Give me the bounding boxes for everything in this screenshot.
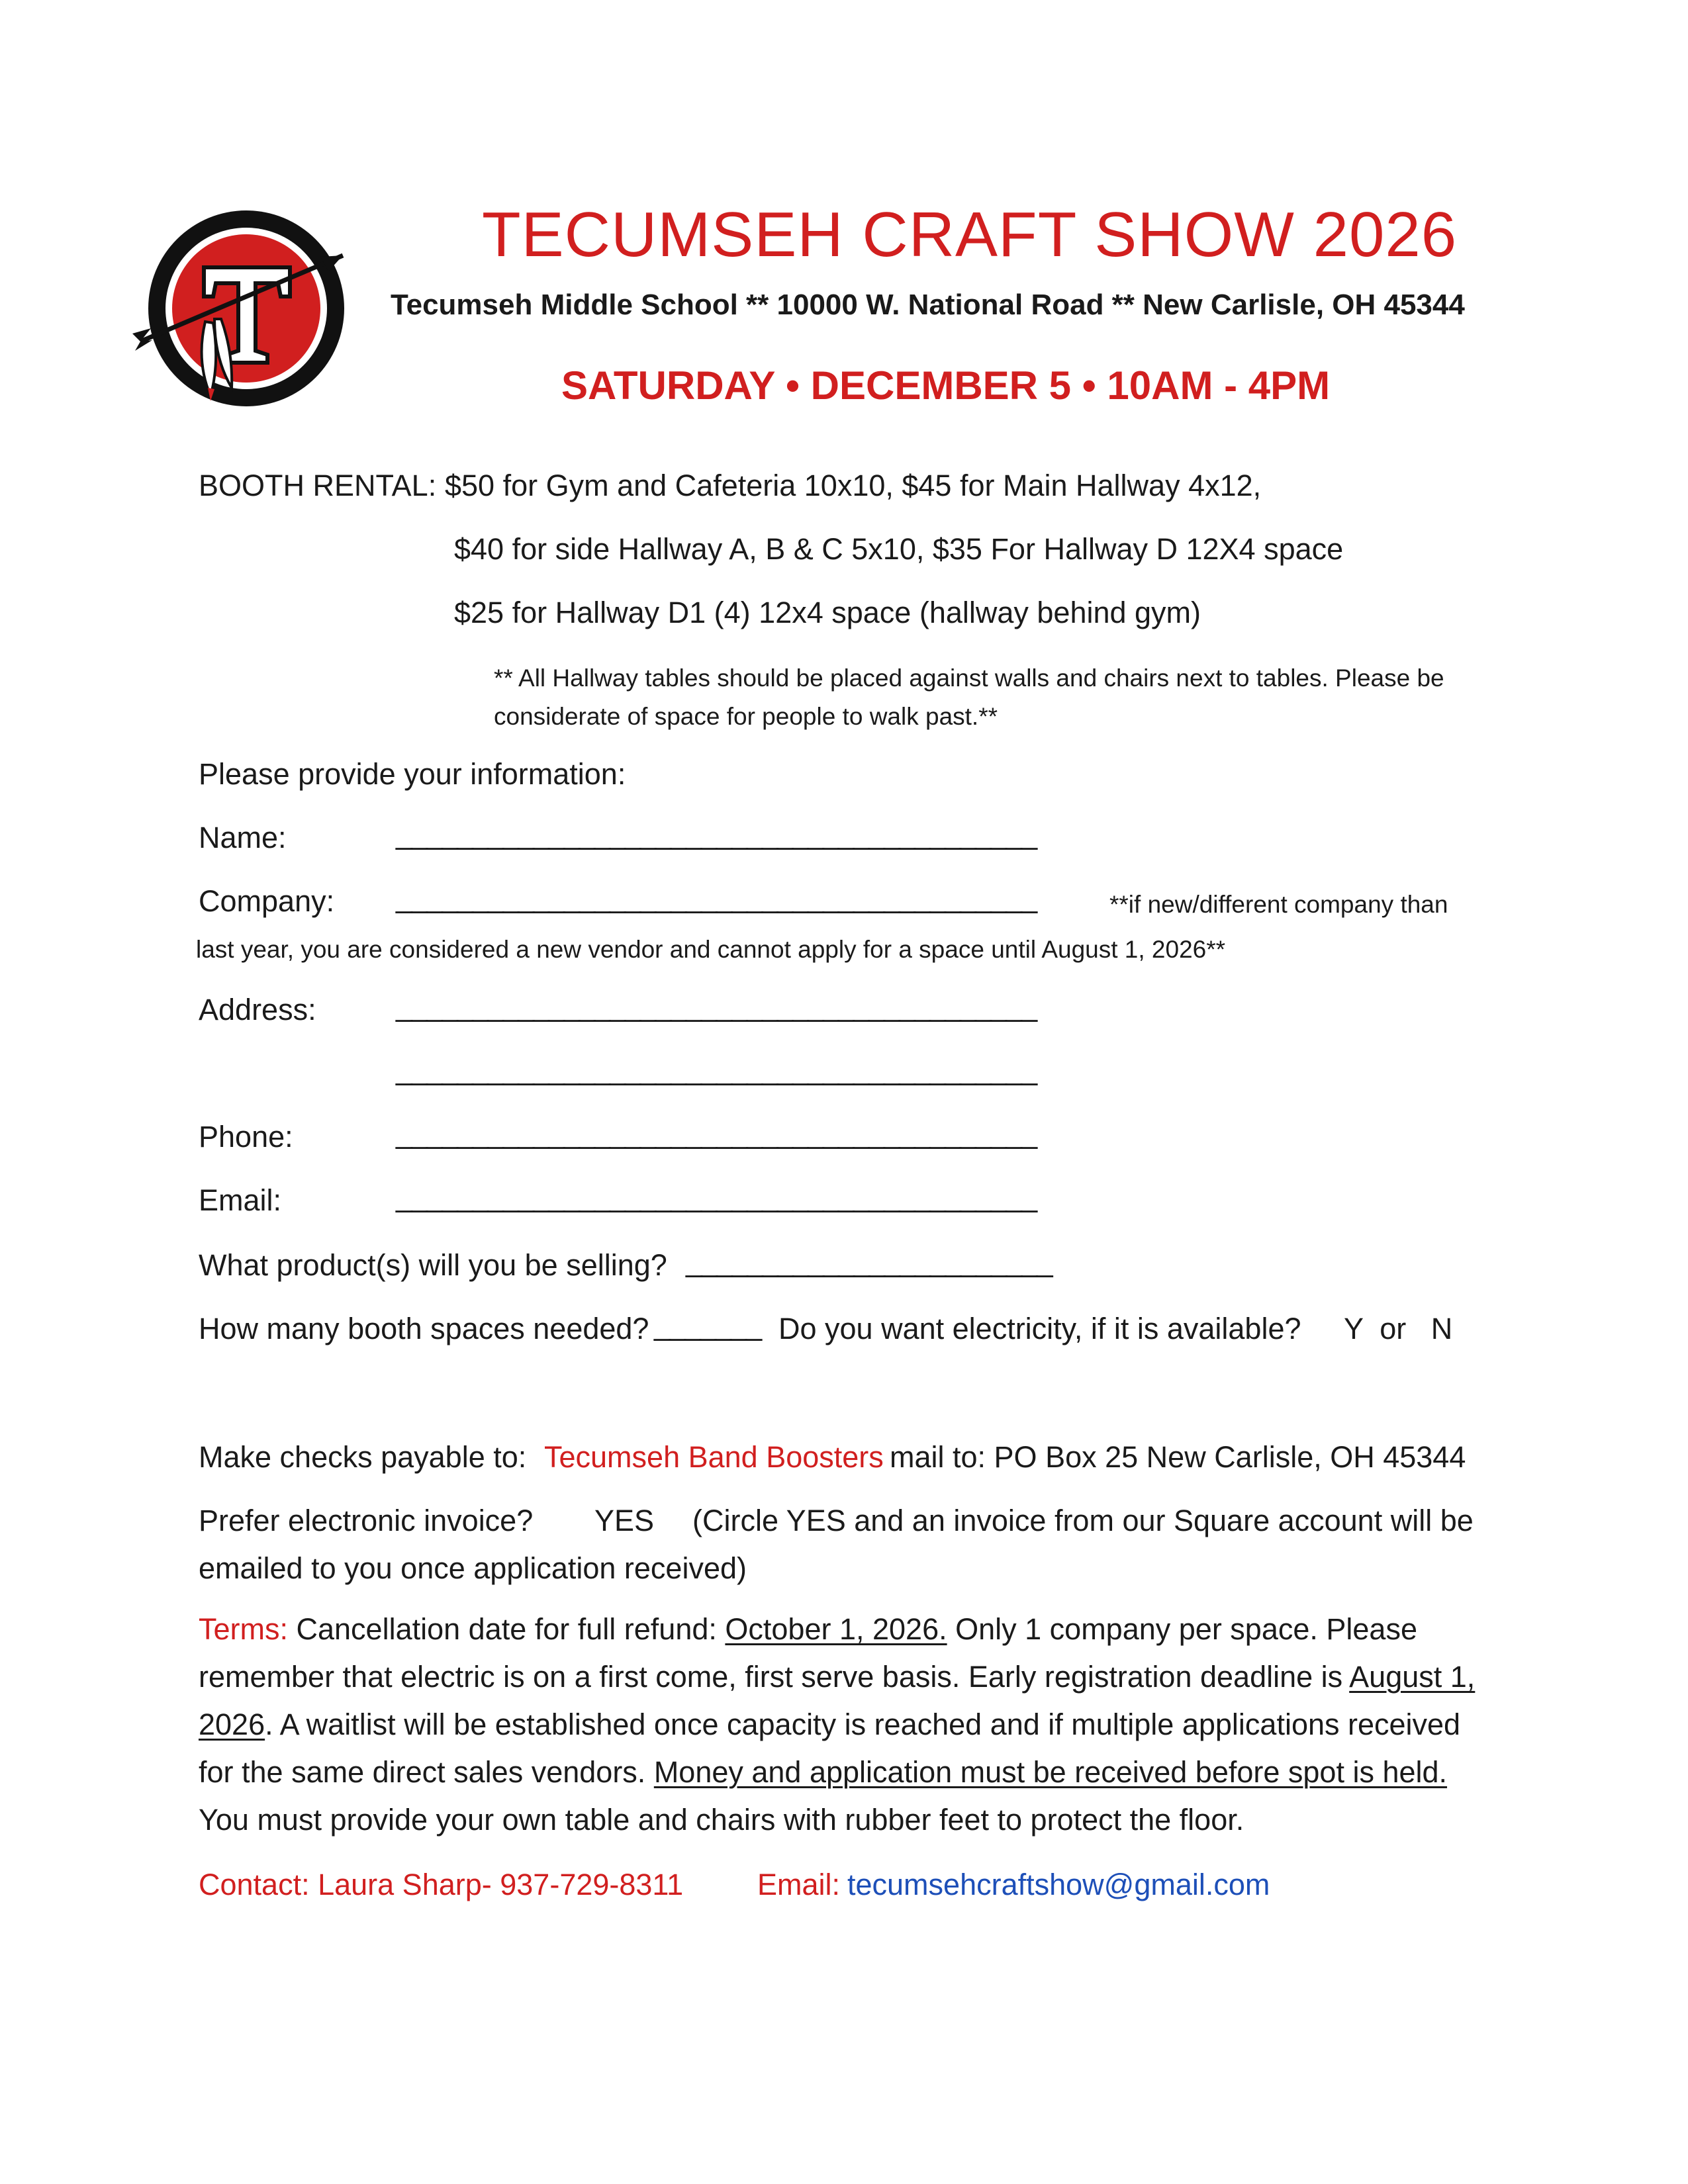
company-note-part-2: last year, you are considered a new vendor and cannot apply for a space until August 1, 2026** [196,936,1226,963]
payee-name: Tecumseh Band Boosters [544,1440,884,1474]
terms-text-3: . A waitlist will be established once capacity is reached and if multiple applications received for the same direct sales vendors. [199,1707,1461,1789]
name-field[interactable]: __________________________________________ [396,817,1037,850]
invoice-note-line-1: (Circle YES and an invoice from our Square account will be [692,1504,1474,1537]
booth-rate-line-1: $50 for Gym and Cafeteria 10x10, $45 for Main Hallway 4x12, [445,469,1262,502]
checks-payable-label: Make checks payable to: [199,1440,527,1474]
invoice-question: Prefer electronic invoice? [199,1504,534,1537]
tecumseh-arrow-logo-icon [132,209,351,408]
hallway-note-line-2: considerate of space for people to walk past.** [494,703,998,730]
address-field-line-1[interactable]: __________________________________________ [396,989,1037,1023]
phone-field[interactable]: __________________________________________ [396,1116,1037,1150]
registration-deadline: August 1, 2026 [199,1660,1476,1741]
terms-label: Terms: [199,1612,288,1646]
email-label: Email: [199,1183,282,1217]
invoice-note-line-2: emailed to you once application received) [199,1551,747,1585]
page-title: TECUMSEH CRAFT SHOW 2026 [482,199,1458,270]
products-question: What product(s) will you be selling? [199,1248,667,1282]
event-location: Tecumseh Middle School ** 10000 W. National Road ** New Carlisle, OH 45344 [391,289,1465,321]
address-label: Address: [199,993,316,1026]
terms-paragraph [199,1606,1483,1844]
products-field[interactable]: ________________________ [686,1244,1052,1278]
payment-requirement: Money and application must be received before spot is held. [653,1755,1448,1789]
company-label: Company: [199,884,335,918]
company-field[interactable]: __________________________________________ [396,880,1037,914]
terms-text-4: You must provide your own table and chairs with rubber feet to protect the floor. [199,1803,1244,1837]
booth-rental-label: BOOTH RENTAL: [199,469,437,502]
name-label: Name: [199,821,287,854]
invoice-yes-option[interactable]: YES [594,1504,655,1537]
address-field-line-2[interactable]: __________________________________________ [396,1052,1037,1086]
terms-text-1: Cancellation date for full refund: [288,1612,726,1646]
terms-text-2: Only 1 company per space. Please remember that electric is on a first come, first serve basis. Early registration deadline is [199,1612,1417,1694]
contact-info: Contact: Laura Sharp- 937-729-8311 [199,1868,684,1901]
phone-label: Phone: [199,1120,293,1154]
school-logo [132,209,351,408]
hallway-note-line-1: ** All Hallway tables should be placed against walls and chairs next to tables. Please be [494,664,1444,692]
form-intro: Please provide your information: [199,757,626,791]
refund-date: October 1, 2026. [725,1612,947,1646]
company-note-part-1: **if new/different company than [1109,891,1448,918]
booth-count-question: How many booth spaces needed? [199,1312,649,1345]
contact-email-link[interactable]: tecumsehcraftshow@gmail.com [847,1868,1270,1901]
mailing-address: mail to: PO Box 25 New Carlisle, OH 45344 [890,1440,1466,1474]
electricity-question: Do you want electricity, if it is available? [778,1312,1301,1345]
booth-rate-line-3: $25 for Hallway D1 (4) 12x4 space (hallway behind gym) [454,596,1201,629]
event-date-time: SATURDAY • DECEMBER 5 • 10AM - 4PM [561,363,1331,408]
electricity-yes-no[interactable]: Y or N [1344,1312,1453,1345]
contact-email-label: Email: [757,1868,841,1901]
email-field[interactable]: __________________________________________ [396,1179,1037,1213]
booth-rate-line-2: $40 for side Hallway A, B & C 5x10, $35 For Hallway D 12X4 space [454,532,1344,566]
booth-count-field[interactable]: _______ [654,1308,761,1342]
